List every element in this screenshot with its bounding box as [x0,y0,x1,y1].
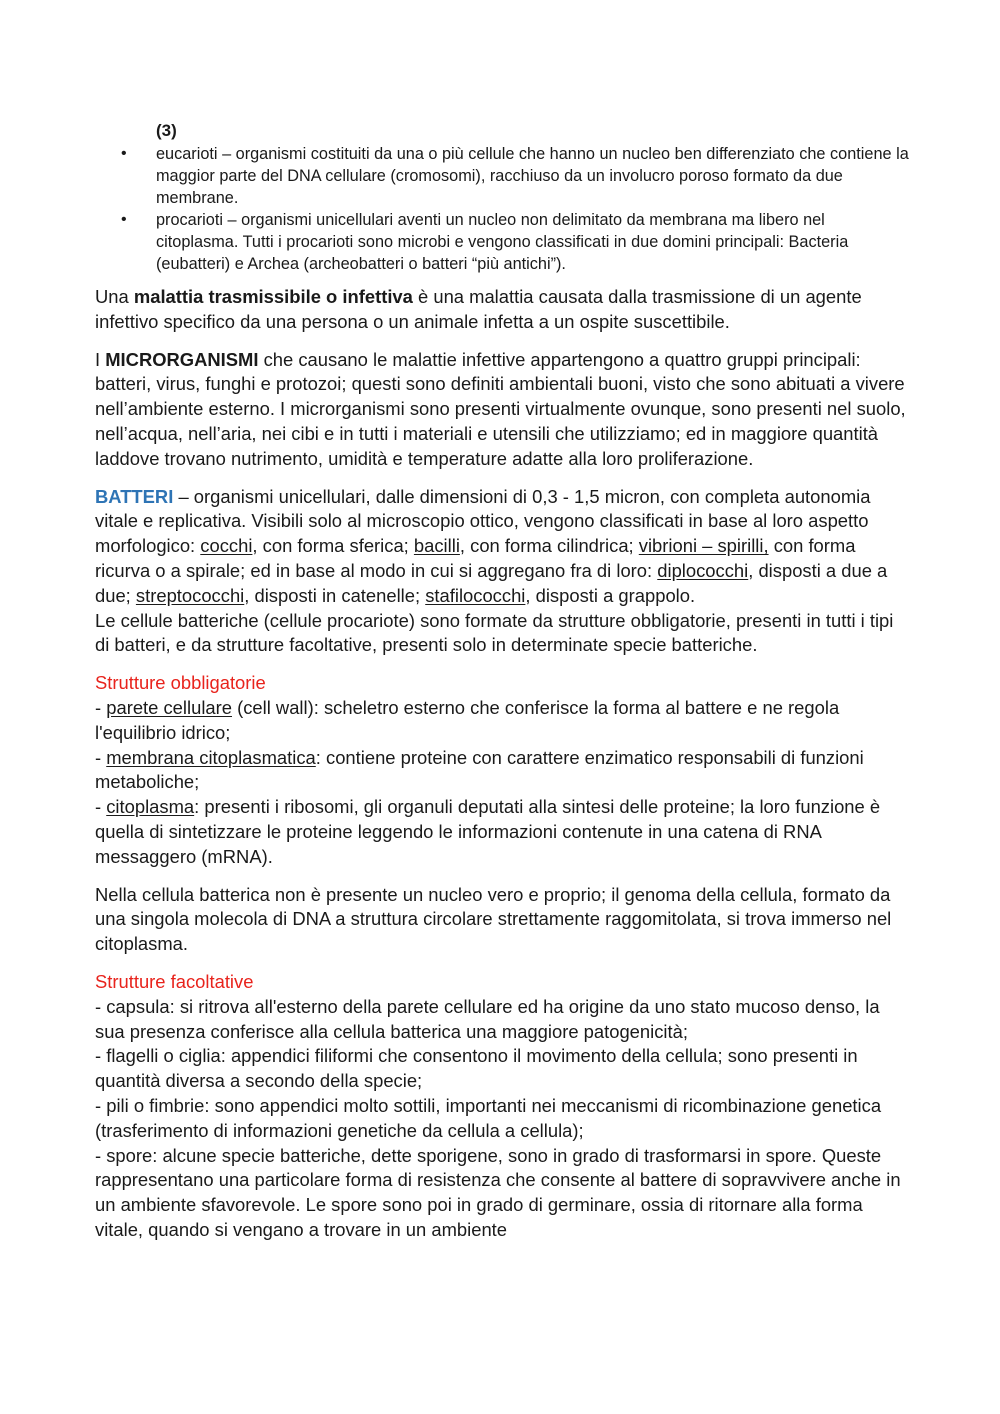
text-run: , disposti a grappolo. [525,584,696,606]
list-item: - capsula: si ritrova all'esterno della parete cellulare ed ha origine da uno stato mucoso denso, la sua presenza conferisce alla cellula batterica una maggiore patogenicità; [95,995,880,1042]
paragraph-malattia [95,285,910,335]
underlined-term: citoplasma [106,796,195,818]
item-prefix: - [95,696,107,718]
section-number: (3) [156,121,177,140]
list-item: - pili o fimbrie: sono appendici molto sottili, importanti nei meccanismi di ricombinazione genetica (trasferimento di informazioni genetiche da cellula a cellula); [95,1094,882,1141]
bullet-icon: • [121,211,127,228]
text-run: , con forma sferica; [252,535,414,557]
paragraph-batteri [95,485,910,659]
list-item: - spore: alcune specie batteriche, dette sporigene, sono in grado di trasformarsi in spore. Queste rappresentano una particolare forma di resistenza che consente al battere di sopravvivere anche in un ambiente sfavorevole. Le spore sono poi in grado di germinare, ossia di ritornare alla forma vitale, quando si vengano a trovare in un ambiente [95,1144,901,1240]
underlined-term: vibrioni – spirilli, [638,535,769,557]
bullet-text: eucarioti – organismi costituiti da una o più cellule che hanno un nucleo ben differenziato che contiene la maggior parte del DNA cellulare (cromosomi), racchiuso da un involucro poroso formato da due membrane. [156,145,909,207]
list-item: - flagelli o ciglia: appendici filiformi che consentono il movimento della cellula; sono presenti in quantità diversa a secondo della specie; [95,1045,858,1092]
text-run: Le cellule batteriche (cellule procariote) sono formate da strutture obbligatorie, presenti in tutti i tipi di batteri, e da strutture facoltative, presenti solo in determinate specie batteriche. [95,609,894,656]
bullet-list [95,143,910,275]
item-text: : presenti i ribosomi, gli organuli deputati alla sintesi delle proteine; la loro funzione è quella di sintetizzare le proteine leggendo le informazioni contenute in una catena di RNA messaggero (mRNA). [95,796,881,867]
bold-term: MICRORGANISMI [105,348,259,370]
text-run: I [95,348,106,370]
obbligatorie-section [95,671,910,869]
text-run: è una malattia causata dalla trasmissione di un agente infettivo specifico da una persona o un animale infetta a un ospite suscettibile. [95,286,862,332]
underlined-term: bacilli [413,535,460,557]
text-run: , disposti in catenelle; [244,584,426,606]
paragraph-nucleo: Nella cellula batterica non è presente un nucleo vero e proprio; il genoma della cellula, formato da una singola molecola di DNA a struttura circolare strettamente raggomitolata, si trova immerso nel citoplasma. [95,883,892,955]
text-run: , con forma cilindrica; [459,535,639,557]
underlined-term: stafilococchi [425,584,526,606]
item-text: (cell wall): scheletro esterno che conferisce la forma al battere e ne regola l'equilibrio idrico; [95,696,840,743]
batteri-heading: BATTERI [95,485,174,507]
text-run: che causano le malattie infettive appartengono a quattro gruppi principali: batteri, virus, funghi e protozoi; questi sono definiti ambientali buoni, visto che sono abituati a vivere nell’ambiente esterno. I microrganismi sono presenti virtualmente ovunque, sono presenti nel suolo, nell’acqua, nell’aria, nei cibi e in tutti i materiali e utensili che utilizziamo; ed in maggiore quantità laddove trovano nutrimento, umidità e temperature adatte alla loro proliferazione. [95,348,906,469]
underlined-term: diplococchi [657,559,749,581]
underlined-term: parete cellulare [106,696,232,718]
facoltative-section [95,970,910,1243]
item-text: : contiene proteine con carattere enzimatico responsabili di funzioni metaboliche; [95,746,864,793]
list-item [95,209,910,275]
item-prefix: - [95,796,107,818]
paragraph-microrganismi [95,348,910,472]
text-run: – organismi unicellulari, dalle dimensioni di 0,3 - 1,5 micron, con completa autonomia vitale e replicativa. Visibili solo al microscopio ottico, vengono classificati in base al loro aspetto morfologico: [95,485,871,557]
page-content [95,119,910,1243]
list-item [95,143,910,209]
facoltative-heading: Strutture facoltative [95,970,254,992]
item-prefix: - [95,746,107,768]
underlined-term: cocchi [200,535,253,557]
text-run: Una [95,286,134,307]
underlined-term: membrana citoplasmatica [106,746,316,768]
bullet-icon: • [121,145,127,162]
text-run: , disposti a due a due; [95,559,888,606]
obbligatorie-heading: Strutture obbligatorie [95,672,266,694]
underlined-term: streptococchi [135,584,245,606]
bold-term: malattia trasmissibile o infettiva [133,286,413,307]
bullet-text: procarioti – organismi unicellulari aventi un nucleo non delimitato da membrana ma libero nel citoplasma. Tutti i procarioti sono microbi e vengono classificati in due domini principali: Bacteria (eubatteri) e Archea (archeobatteri o batteri “più antichi”). [156,211,849,273]
text-run: con forma ricurva o a spirale; ed in base al modo in cui si aggregano fra di loro: [95,535,856,581]
